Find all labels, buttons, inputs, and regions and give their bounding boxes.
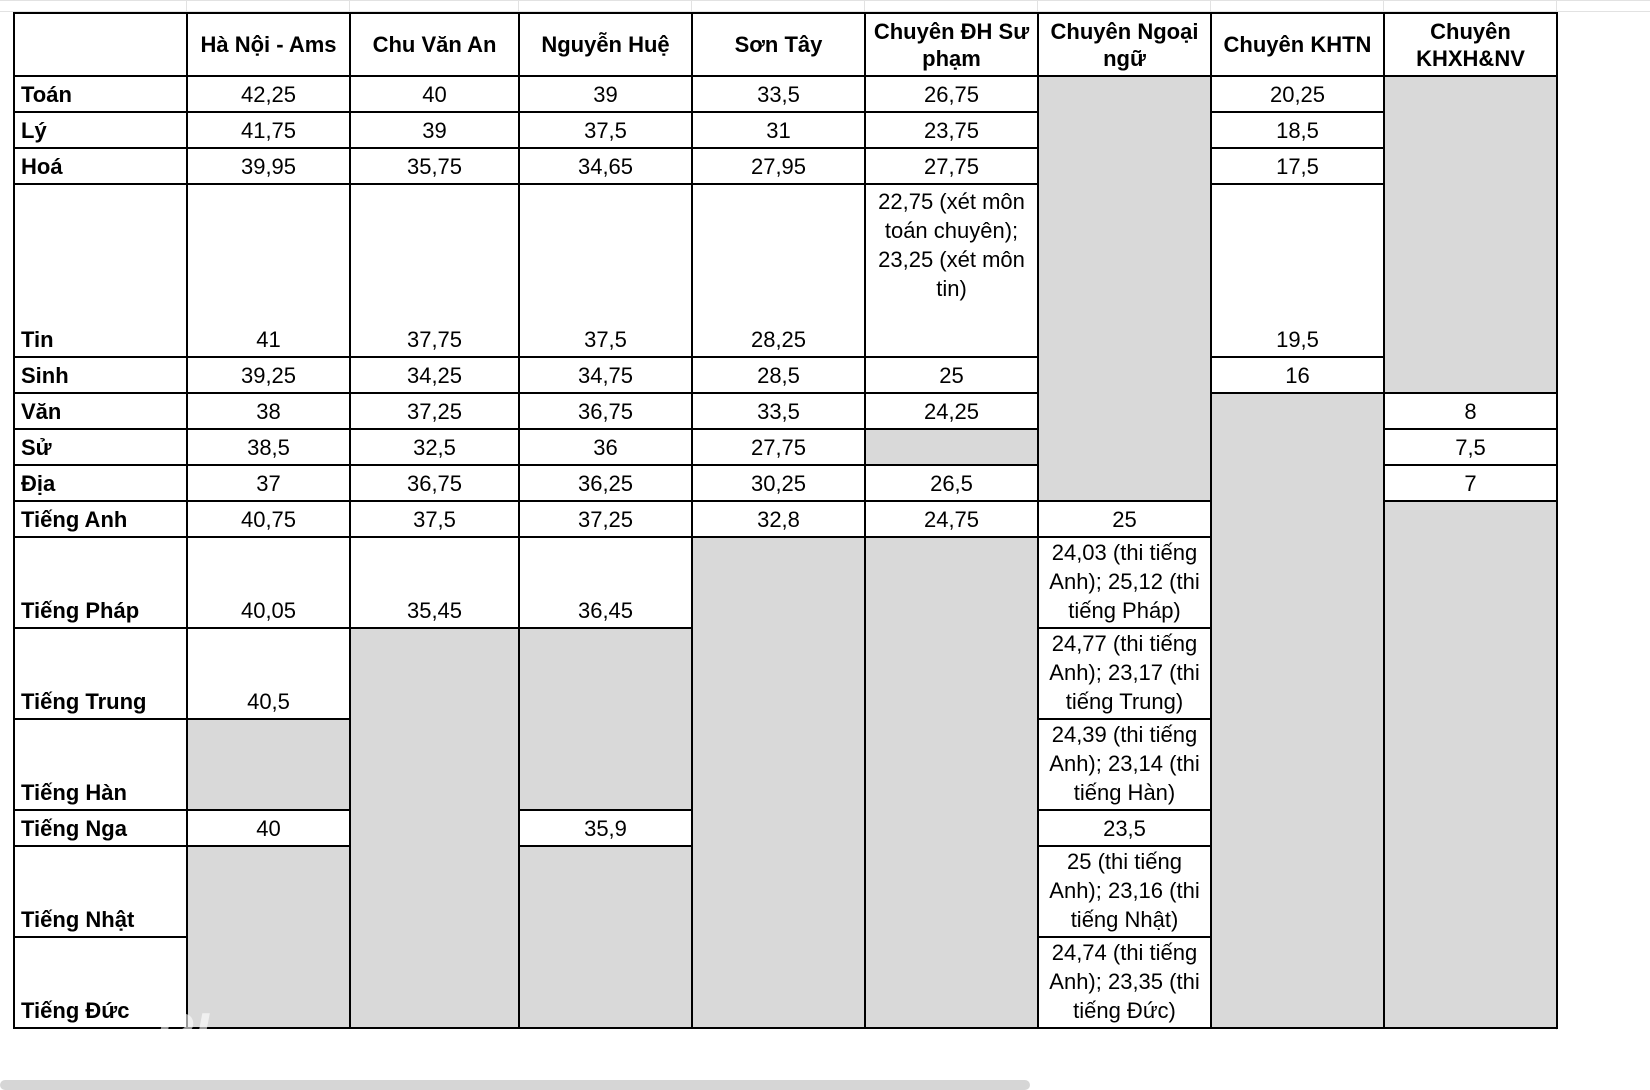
score-cell[interactable]: 32,8 [692,501,865,537]
score-cell[interactable]: 22,75 (xét môn toán chuyên); 23,25 (xét môn tin) [865,184,1038,357]
row-label-cell[interactable]: Tiếng Pháp [14,537,187,628]
row-label-cell[interactable]: Tiếng Nga [14,810,187,846]
score-cell[interactable]: 37,75 [350,184,519,357]
score-cell[interactable]: 24,77 (thi tiếng Anh); 23,17 (thi tiếng Trung) [1038,628,1211,719]
admission-scores-table [13,12,1558,1029]
score-cell[interactable]: 31 [692,112,865,148]
score-cell[interactable]: 8 [1384,393,1557,429]
score-cell[interactable]: 38 [187,393,350,429]
row-label-cell[interactable]: Toán [14,76,187,112]
row-label-cell[interactable]: Hoá [14,148,187,184]
empty-merged-cell[interactable] [1384,501,1557,1028]
score-cell[interactable]: 23,75 [865,112,1038,148]
row-label-cell[interactable]: Tiếng Đức [14,937,187,1028]
empty-merged-cell[interactable] [692,537,865,1028]
score-cell[interactable]: 37,5 [519,112,692,148]
score-cell[interactable]: 37,5 [350,501,519,537]
score-cell[interactable]: 26,5 [865,465,1038,501]
score-cell[interactable]: 40 [187,810,350,846]
table-row [14,76,1557,112]
empty-cell[interactable] [865,429,1038,465]
empty-cell[interactable] [187,719,350,810]
header-cell[interactable]: Chuyên Ngoại ngữ [1038,13,1211,76]
score-cell[interactable]: 25 [865,357,1038,393]
score-cell[interactable]: 40,05 [187,537,350,628]
empty-merged-cell[interactable] [519,628,692,810]
header-cell[interactable]: Chuyên ĐH Sư phạm [865,13,1038,76]
score-cell[interactable]: 32,5 [350,429,519,465]
score-cell[interactable]: 34,65 [519,148,692,184]
score-cell[interactable]: 34,25 [350,357,519,393]
score-cell[interactable]: 26,75 [865,76,1038,112]
score-cell[interactable]: 7,5 [1384,429,1557,465]
score-cell[interactable]: 20,25 [1211,76,1384,112]
score-cell[interactable]: 16 [1211,357,1384,393]
header-cell[interactable]: Chu Văn An [350,13,519,76]
score-cell[interactable]: 36,25 [519,465,692,501]
horizontal-scrollbar[interactable] [0,1080,1030,1090]
score-cell[interactable]: 36 [519,429,692,465]
score-cell[interactable]: 34,75 [519,357,692,393]
score-cell[interactable]: 39 [519,76,692,112]
score-cell[interactable]: 41 [187,184,350,357]
score-cell[interactable]: 30,25 [692,465,865,501]
score-cell[interactable]: 35,9 [519,810,692,846]
score-cell[interactable]: 37,25 [350,393,519,429]
score-cell[interactable]: 42,25 [187,76,350,112]
score-cell[interactable]: 35,75 [350,148,519,184]
header-cell[interactable]: Nguyễn Huệ [519,13,692,76]
row-label-cell[interactable]: Sinh [14,357,187,393]
score-cell[interactable]: 7 [1384,465,1557,501]
empty-merged-cell[interactable] [1038,76,1211,501]
row-label-cell[interactable]: Lý [14,112,187,148]
header-corner-cell[interactable] [14,13,187,76]
score-cell[interactable]: 36,75 [350,465,519,501]
row-label-cell[interactable]: Địa [14,465,187,501]
table-row [14,393,1557,429]
score-cell[interactable]: 24,74 (thi tiếng Anh); 23,35 (thi tiếng Đức) [1038,937,1211,1028]
row-label-cell[interactable]: Tin [14,184,187,357]
score-cell[interactable]: 33,5 [692,76,865,112]
score-cell[interactable]: 27,95 [692,148,865,184]
header-cell[interactable]: Chuyên KHXH&NV [1384,13,1557,76]
watermark-logo: RI [156,1003,210,1061]
header-cell[interactable]: Hà Nội - Ams [187,13,350,76]
score-cell[interactable]: 18,5 [1211,112,1384,148]
row-label-cell[interactable]: Tiếng Anh [14,501,187,537]
score-cell[interactable]: 35,45 [350,537,519,628]
empty-merged-cell[interactable] [350,628,519,1028]
empty-merged-cell[interactable] [187,846,350,1028]
table-row [14,357,1557,393]
table-row [14,184,1557,357]
score-cell[interactable]: 36,45 [519,537,692,628]
score-cell[interactable]: 27,75 [865,148,1038,184]
empty-merged-cell[interactable] [1384,76,1557,393]
row-label-cell[interactable]: Tiếng Hàn [14,719,187,810]
score-cell[interactable]: 40,75 [187,501,350,537]
score-cell[interactable]: 19,5 [1211,184,1384,357]
empty-merged-cell[interactable] [865,537,1038,1028]
score-cell[interactable]: 24,75 [865,501,1038,537]
score-cell[interactable]: 37,5 [519,184,692,357]
score-cell[interactable]: 39,95 [187,148,350,184]
score-cell[interactable]: 27,75 [692,429,865,465]
row-label-cell[interactable]: Tiếng Nhật [14,846,187,937]
empty-merged-cell[interactable] [1211,393,1384,1028]
score-cell[interactable]: 28,5 [692,357,865,393]
score-cell[interactable]: 40 [350,76,519,112]
header-cell[interactable]: Sơn Tây [692,13,865,76]
score-cell[interactable]: 41,75 [187,112,350,148]
row-label-cell[interactable]: Sử [14,429,187,465]
empty-merged-cell[interactable] [519,846,692,1028]
score-cell[interactable]: 37 [187,465,350,501]
score-cell[interactable]: 24,03 (thi tiếng Anh); 25,12 (thi tiếng Pháp) [1038,537,1211,628]
score-cell[interactable]: 40,5 [187,628,350,719]
score-cell[interactable]: 28,25 [692,184,865,357]
header-cell[interactable]: Chuyên KHTN [1211,13,1384,76]
score-cell[interactable]: 36,75 [519,393,692,429]
score-cell[interactable]: 38,5 [187,429,350,465]
score-cell[interactable]: 24,25 [865,393,1038,429]
table-row [14,112,1557,148]
score-cell[interactable]: 33,5 [692,393,865,429]
table-header-row [14,13,1557,76]
score-cell[interactable]: 37,25 [519,501,692,537]
score-cell[interactable]: 39,25 [187,357,350,393]
score-cell[interactable]: 24,39 (thi tiếng Anh); 23,14 (thi tiếng Hàn) [1038,719,1211,810]
row-label-cell[interactable]: Tiếng Trung [14,628,187,719]
table-row [14,148,1557,184]
score-cell[interactable]: 23,5 [1038,810,1211,846]
score-cell[interactable]: 39 [350,112,519,148]
score-cell[interactable]: 25 (thi tiếng Anh); 23,16 (thi tiếng Nhật) [1038,846,1211,937]
score-cell[interactable]: 25 [1038,501,1211,537]
row-label-cell[interactable]: Văn [14,393,187,429]
score-cell[interactable]: 17,5 [1211,148,1384,184]
